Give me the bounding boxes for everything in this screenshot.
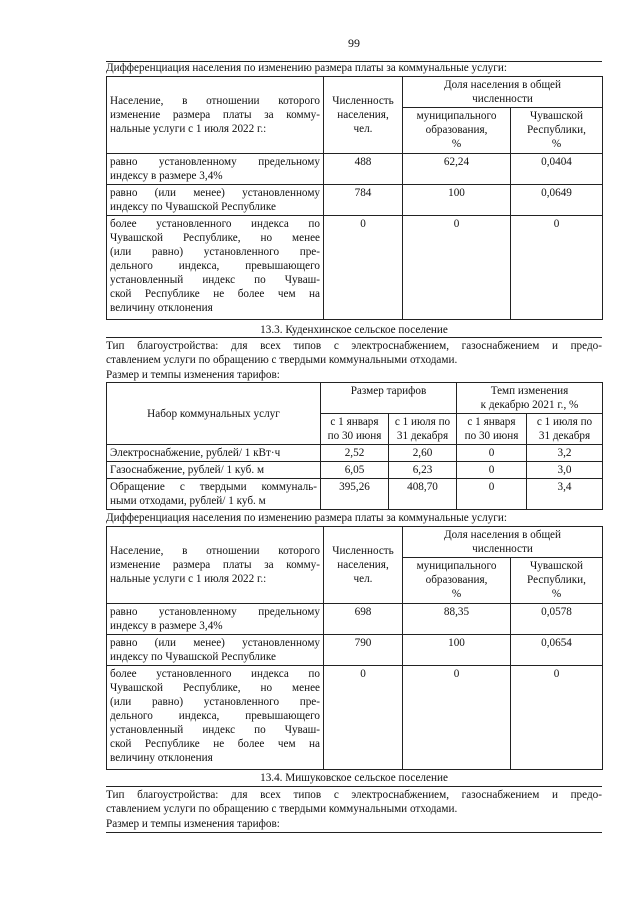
divider <box>106 61 602 62</box>
table-row: более установленного индекса по Чувашской Республике, но менее (или равно) установленного пре- дельного индекса, превышающего установленный индекс по Чуваш- ской Республике не более чем на величину отклонения 0 0 0 <box>107 666 603 770</box>
header-share: Доля населения в общей численности <box>403 77 603 108</box>
table-row: Газоснабжение, рублей/ 1 куб. м 6,05 6,23 0 3,0 <box>107 462 603 479</box>
table-row: равно (или менее) установленному индексу по Чувашской Республике 784 100 0,0649 <box>107 185 603 216</box>
header-municipal: муниципального образования, % <box>403 108 511 154</box>
table-row: равно установленному предельному индексу в размере 3,4% 488 62,24 0,0404 <box>107 154 603 185</box>
table-row: равно установленному предельному индексу в размере 3,4% 698 88,35 0,0578 <box>107 604 603 635</box>
diff1-table <box>106 76 603 320</box>
header-services: Набор коммунальных услуг <box>107 383 321 445</box>
table-row: равно (или менее) установленному индексу по Чувашской Республике 790 100 0,0654 <box>107 635 603 666</box>
header-republic: Чувашской Республики, % <box>511 108 603 154</box>
section-title: 13.3. Куденхинское сельское поселение <box>260 324 448 336</box>
header-size: Размер тарифов <box>321 383 457 414</box>
divider <box>106 832 602 833</box>
type-text: Тип благоустройства: для всех типов с электроснабжением, газоснабжением и предо- ставлением услуги по обращению с твердыми коммунальными отходами. <box>106 789 602 815</box>
tariffs-caption: Размер и темпы изменения тарифов: <box>106 818 280 830</box>
header-population: Население, в отношении которого изменение размера платы за комму- нальные услуги с 1 июля 2022 г.: <box>107 77 324 154</box>
header-count: Численность населения, чел. <box>324 77 403 154</box>
type-text: Тип благоустройства: для всех типов с электроснабжением, газоснабжением и предо- ставлением услуги по обращению с твердыми коммунальными отходами. <box>106 340 602 366</box>
table-row: более установленного индекса по Чувашской Республике, но менее (или равно) установленного пре- дельного индекса, превышающего установленный индекс по Чуваш- ской Республике не более чем на величину отклонения 0 0 0 <box>107 216 603 320</box>
diff1-caption: Дифференциация населения по изменению размера платы за коммунальные услуги: <box>106 62 507 74</box>
divider <box>106 786 602 787</box>
page-number: 99 <box>348 36 360 50</box>
diff2-caption: Дифференциация населения по изменению размера платы за коммунальные услуги: <box>106 512 507 524</box>
tariffs-table: Набор коммунальных услуг Размер тарифов Темп изменения к декабрю 2021 г., % с 1 января по 30 июня с 1 июля по 31 декабря с 1 января по 30 июня с 1 июля по 31 декабря Электроснабжение, рублей/ 1 кВт·ч 2,52 2,60 0 3,2 Газоснабжение, рублей/ 1 куб. м 6,05 6,23 0 3,0 Обращение с твердыми коммуналь- ными отходами, рублей/ 1 куб. м 395,26 408,70 0 3,4 <box>106 382 603 510</box>
section-title: 13.4. Мишуковское сельское поселение <box>260 772 448 784</box>
divider <box>106 337 602 338</box>
table-row: Обращение с твердыми коммуналь- ными отходами, рублей/ 1 куб. м 395,26 408,70 0 3,4 <box>107 479 603 510</box>
diff2-table: Население, в отношении которого изменение размера платы за комму- нальные услуги с 1 июля 2022 г.: Численность населения, чел. Доля населения в общей численности муниципального образования, % Чувашской Республики, % равно установленному предельному индексу в размере 3,4% 698 88,35 0,0578 равно (или менее) установленному индексу по Чувашской Республике 790 100 0,0654 более установленного индекса по Чувашской Республике, но менее (или равно) установленного пре- дельного индекса, превышающего установленный индекс по Чуваш- ской Республике не более чем на величину отклонения 0 0 0 <box>106 526 603 770</box>
table-row: Электроснабжение, рублей/ 1 кВт·ч 2,52 2,60 0 3,2 <box>107 445 603 462</box>
header-rate: Темп изменения к декабрю 2021 г., % <box>457 383 603 414</box>
tariffs-caption: Размер и темпы изменения тарифов: <box>106 369 280 381</box>
